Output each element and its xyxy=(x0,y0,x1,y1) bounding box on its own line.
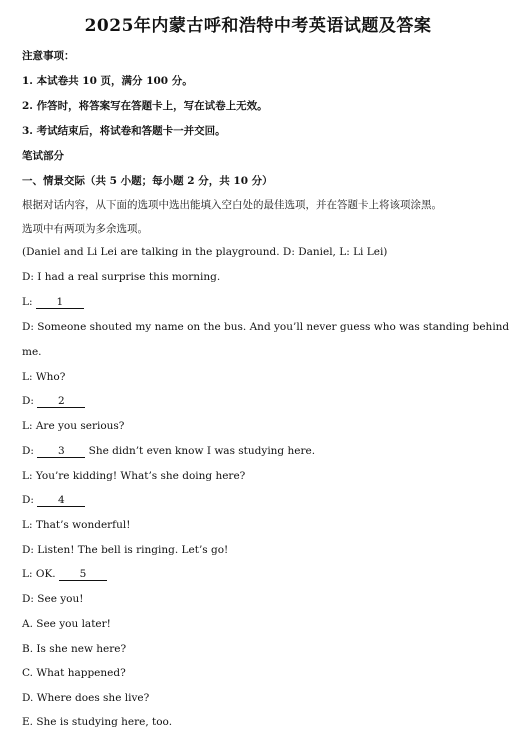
answer-blank-3: 3 xyxy=(37,446,85,458)
exam-title: 2025年内蒙古呼和浩特中考英语试题及答案 xyxy=(84,16,432,36)
speaker-prefix: D: xyxy=(22,494,38,506)
dialogue-text: She didn’t even know I was studying here. xyxy=(85,445,316,457)
dialogue-line: L: That’s wonderful! xyxy=(22,519,131,531)
dialogue-line xyxy=(22,494,85,507)
answer-blank-4: 4 xyxy=(37,495,85,507)
dialogue-line: L: Who? xyxy=(22,371,66,383)
note-item-2: 2. 作答时，将答案写在答题卡上，写在试卷上无效。 xyxy=(22,100,268,112)
dialogue-line xyxy=(22,296,84,309)
dialogue-line-continued: me. xyxy=(22,346,42,358)
option-d: D. Where does she live? xyxy=(22,692,150,704)
option-a: A. See you later! xyxy=(22,618,111,630)
dialogue-line xyxy=(22,568,107,581)
option-b: B. Is she new here? xyxy=(22,643,127,655)
answer-blank-5: 5 xyxy=(59,569,107,581)
dialogue-line: D: I had a real surprise this morning. xyxy=(22,271,221,283)
dialogue-line: D: Listen! The bell is ringing. Let’s go! xyxy=(22,544,229,556)
dialogue-line: D: Someone shouted my name on the bus. And you’ll never guess who was standing behind xyxy=(22,321,510,333)
dialogue-line xyxy=(22,395,85,408)
instruction-line-1: 根据对话内容，从下面的选项中选出能填入空白处的最佳选项，并在答题卡上将该项涂黑。 xyxy=(22,199,442,211)
dialogue-line xyxy=(22,445,315,458)
answer-blank-1: 1 xyxy=(36,297,84,309)
option-e: E. She is studying here, too. xyxy=(22,716,173,728)
dialogue-line: D: See you! xyxy=(22,593,84,605)
dialogue-line: L: Are you serious? xyxy=(22,420,125,432)
speaker-prefix: D: xyxy=(22,395,38,407)
dialogue-line: L: You’re kidding! What’s she doing here? xyxy=(22,470,246,482)
speaker-prefix: L: OK. xyxy=(22,568,59,580)
answer-blank-2: 2 xyxy=(37,396,85,408)
option-c: C. What happened? xyxy=(22,667,126,679)
speaker-prefix: L: xyxy=(22,296,36,308)
section-heading: 笔试部分 xyxy=(22,150,64,162)
note-item-1: 1. 本试卷共 10 页，满分 100 分。 xyxy=(22,75,193,87)
speaker-prefix: D: xyxy=(22,445,38,457)
instruction-line-2: 选项中有两项为多余选项。 xyxy=(22,223,148,235)
note-item-3: 3. 考试结束后，将试卷和答题卡一并交回。 xyxy=(22,125,226,137)
notes-heading: 注意事项： xyxy=(22,50,75,62)
dialogue-context: (Daniel and Li Lei are talking in the playground. D: Daniel, L: Li Lei) xyxy=(22,246,388,258)
part1-heading: 一、情景交际（共 5 小题；每小题 2 分，共 10 分） xyxy=(22,175,273,187)
